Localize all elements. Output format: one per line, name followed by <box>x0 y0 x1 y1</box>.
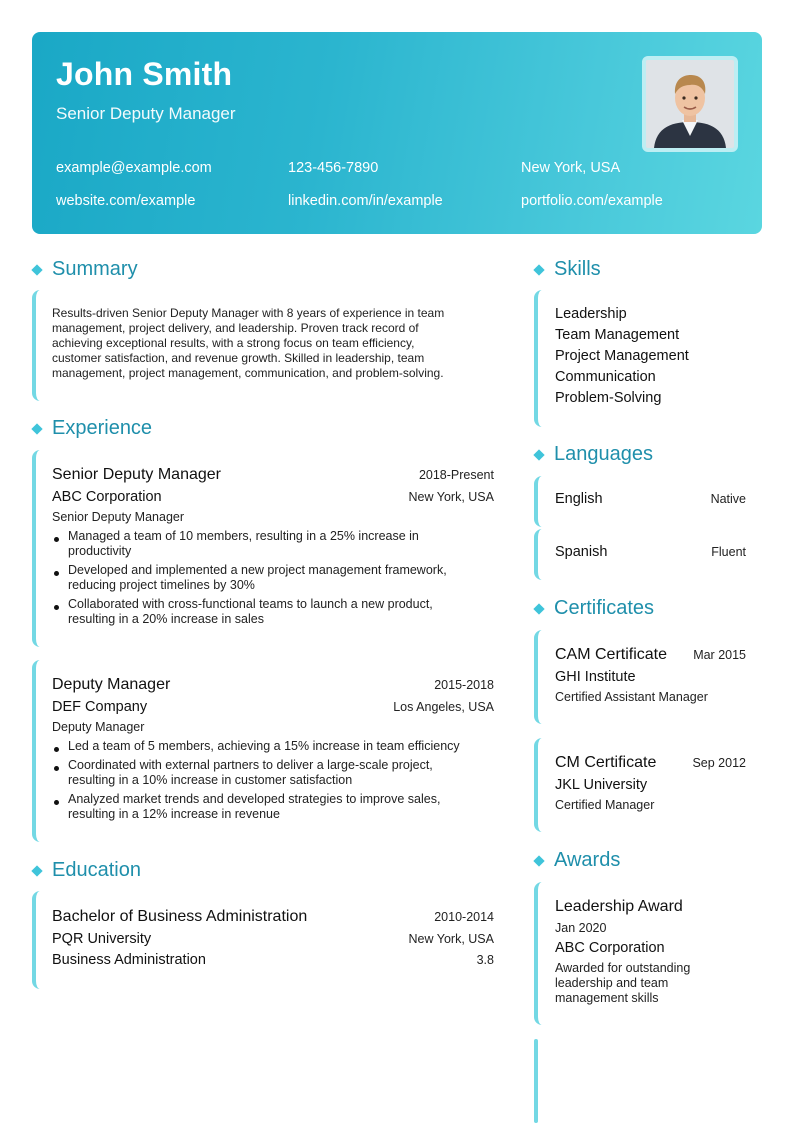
bullet-line: Analyzed market trends and developed strategies to improve sales, <box>68 792 441 806</box>
school-name: PQR University <box>52 931 152 947</box>
bullet-line: resulting in a 12% increase in revenue <box>68 807 280 821</box>
language-level: Fluent <box>711 545 746 559</box>
award-date: Jan 2020 <box>555 921 607 935</box>
degree-title: Bachelor of Business Administration <box>52 908 308 925</box>
bullet-line: Led a team of 5 members, achieving a 15% increase in team efficiency <box>68 739 460 753</box>
phone-text: 123-456-7890 <box>288 160 379 176</box>
certificate-name: CAM Certificate <box>555 646 668 663</box>
job-company: DEF Company <box>52 699 148 715</box>
education-heading-label: Education <box>52 859 141 881</box>
certificates-heading-label: Certificates <box>554 597 655 619</box>
bullet-line: resulting in a 20% increase in sales <box>68 612 264 626</box>
person-avatar-icon <box>646 60 734 148</box>
skill-item: Project Management <box>555 348 689 364</box>
job-location: New York, USA <box>408 490 494 504</box>
summary-heading <box>30 258 138 281</box>
linkedin-link[interactable]: linkedin.com/in/example <box>288 193 443 209</box>
school-location: New York, USA <box>408 932 494 946</box>
experience-entry <box>52 676 494 836</box>
skills-heading-label: Skills <box>554 258 601 280</box>
job-title: Senior Deputy Manager <box>52 466 221 483</box>
location-text: New York, USA <box>521 160 621 176</box>
job-company: ABC Corporation <box>52 489 162 505</box>
continuation-bar <box>534 1039 538 1123</box>
certificate-description: Certified Manager <box>555 798 655 812</box>
diamond-bullet-icon <box>31 865 42 876</box>
award-issuer: ABC Corporation <box>555 940 665 956</box>
job-bullet <box>52 563 492 593</box>
diamond-bullet-icon <box>533 855 544 866</box>
bullet-line: reducing project timelines by 30% <box>68 578 255 592</box>
bullet-line: productivity <box>68 544 132 558</box>
diamond-bullet-icon <box>533 603 544 614</box>
diamond-bullet-icon <box>31 423 42 434</box>
skill-item: Leadership <box>555 306 627 322</box>
job-title: Deputy Manager <box>52 676 171 693</box>
gpa-value: 3.8 <box>476 953 494 967</box>
experience-heading <box>30 417 152 440</box>
bullet-dot-icon <box>54 766 59 771</box>
summary-line: management, project management, communication, and problem-solving. <box>52 366 444 380</box>
education-heading <box>30 859 141 882</box>
job-bullet <box>52 792 492 822</box>
summary-line: management, project delivery, and leadership. Proven track record of <box>52 321 419 335</box>
job-location: Los Angeles, USA <box>393 700 494 714</box>
email-link[interactable]: example@example.com <box>56 160 212 176</box>
job-dates: 2018-Present <box>418 468 494 482</box>
certificate-issuer: JKL University <box>555 777 648 793</box>
job-bullet <box>52 529 492 559</box>
skills-heading <box>532 258 601 281</box>
awards-heading <box>532 849 620 872</box>
award-description <box>555 961 690 1006</box>
award-name: Leadership Award <box>555 898 683 915</box>
language-level: Native <box>710 492 746 506</box>
certificate-date: Sep 2012 <box>692 756 746 770</box>
bullet-dot-icon <box>54 800 59 805</box>
education-entry <box>52 908 494 978</box>
bullet-line: resulting in a 10% increase in customer satisfaction <box>68 773 353 787</box>
job-role: Deputy Manager <box>52 720 145 734</box>
bullet-dot-icon <box>54 537 59 542</box>
job-bullets <box>52 739 492 826</box>
skill-item: Team Management <box>555 327 680 343</box>
job-role: Senior Deputy Manager <box>52 510 185 524</box>
bullet-line: Collaborated with cross-functional teams to launch a new product, <box>68 597 433 611</box>
certificate-issuer: GHI Institute <box>555 669 636 685</box>
website-link[interactable]: website.com/example <box>56 193 196 209</box>
certificate-name: CM Certificate <box>555 754 657 771</box>
candidate-role: Senior Deputy Manager <box>56 104 236 123</box>
bullet-line: Coordinated with external partners to deliver a large-scale project, <box>68 758 433 772</box>
skill-item: Problem-Solving <box>555 390 662 406</box>
diamond-bullet-icon <box>533 449 544 460</box>
education-dates: 2010-2014 <box>434 910 494 924</box>
profile-photo <box>642 56 738 152</box>
bullet-dot-icon <box>54 605 59 610</box>
certificate-description: Certified Assistant Manager <box>555 690 708 704</box>
summary-text <box>52 306 444 381</box>
summary-line: Results-driven Senior Deputy Manager with 8 years of experience in team <box>52 306 445 320</box>
language-name: Spanish <box>555 544 608 560</box>
experience-entry <box>52 466 494 636</box>
language-name: English <box>555 491 603 507</box>
summary-heading-label: Summary <box>52 258 138 280</box>
bullet-line: Managed a team of 10 members, resulting in a 25% increase in <box>68 529 419 543</box>
summary-line: customer satisfaction, and revenue growth. Skilled in leadership, team <box>52 351 425 365</box>
experience-heading-label: Experience <box>52 417 153 439</box>
certificate-date: Mar 2015 <box>693 648 746 662</box>
job-bullet <box>52 758 492 788</box>
award-description-line: leadership and team <box>555 976 669 990</box>
certificates-heading <box>532 597 654 620</box>
award-description-line: management skills <box>555 991 659 1005</box>
languages-heading-label: Languages <box>554 443 653 465</box>
field-of-study: Business Administration <box>52 952 206 968</box>
diamond-bullet-icon <box>31 264 42 275</box>
diamond-bullet-icon <box>533 264 544 275</box>
job-bullet <box>52 597 492 627</box>
skill-item: Communication <box>555 369 656 385</box>
job-dates: 2015-2018 <box>434 678 494 692</box>
award-description-line: Awarded for outstanding <box>555 961 691 975</box>
bullet-dot-icon <box>54 571 59 576</box>
candidate-name: John Smith <box>56 56 233 92</box>
languages-heading <box>532 443 653 466</box>
portfolio-link[interactable]: portfolio.com/example <box>521 193 663 209</box>
awards-heading-label: Awards <box>554 849 621 871</box>
resume-header <box>32 32 762 234</box>
job-bullet <box>52 739 492 754</box>
job-bullets <box>52 529 492 631</box>
bullet-dot-icon <box>54 747 59 752</box>
bullet-line: Developed and implemented a new project management framework, <box>68 563 447 577</box>
summary-line: achieving exceptional results, with a strong focus on team efficiency, <box>52 336 415 350</box>
